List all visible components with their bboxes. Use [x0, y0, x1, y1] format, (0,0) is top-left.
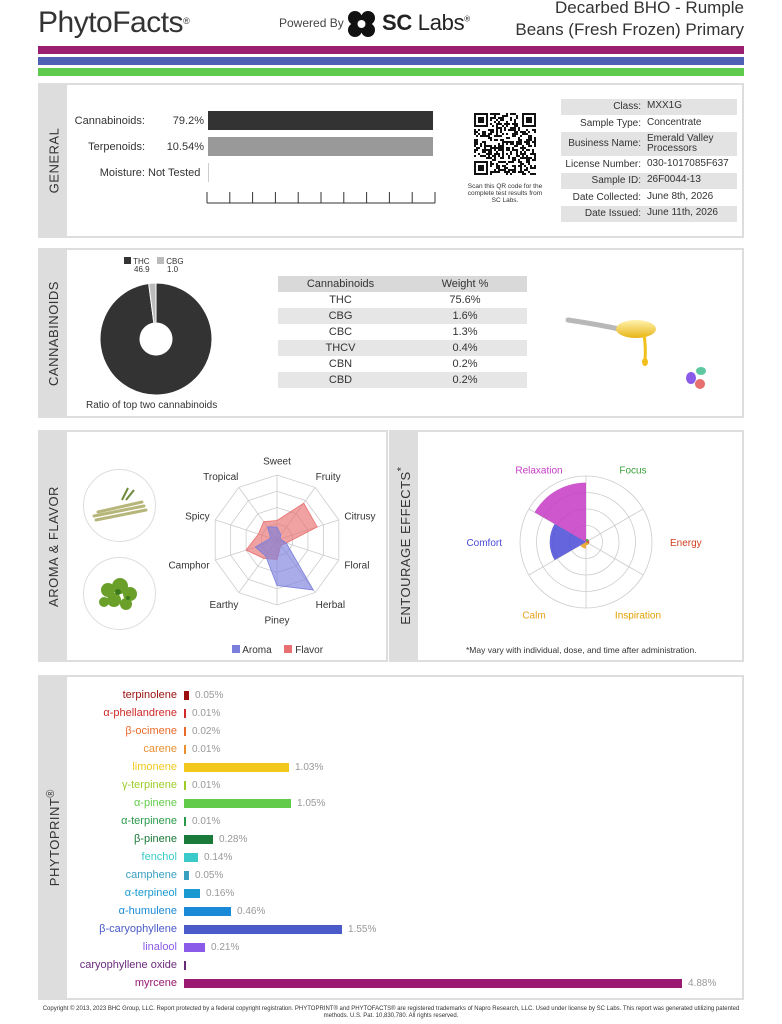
effects-label: Inspiration [614, 610, 662, 622]
brand-mark: ® [183, 16, 190, 26]
sc-labs-logo-icon [344, 8, 378, 40]
table-cell: CBN [328, 358, 353, 370]
stripe-3 [38, 68, 744, 76]
terpene-bar [184, 817, 186, 826]
general-row-bar [208, 163, 209, 182]
detail-value: 030-1017085F637 [647, 157, 729, 169]
brand-name: PhytoFacts [38, 6, 184, 39]
legend-aroma-swatch [232, 645, 240, 653]
table-cell: 0.4% [452, 342, 478, 354]
terpene-name: camphene [125, 869, 177, 881]
terpene-value: 0.28% [219, 834, 248, 845]
terpene-bar [184, 745, 186, 754]
terpene-bar [184, 979, 682, 988]
legend-flavor-swatch [284, 645, 292, 653]
aroma-section-label: AROMA & FLAVOR [46, 485, 61, 607]
terpene-name: terpinolene [122, 689, 177, 701]
legend-flavor-label: Flavor [295, 645, 324, 656]
terpene-bar [184, 835, 213, 844]
general-row-label: Moisture: [99, 167, 145, 179]
terpene-name: γ-terpinene [121, 779, 177, 791]
table-header-cell: Cannabinoids [306, 278, 375, 290]
terpene-value: 0.02% [192, 726, 221, 737]
general-section-label: GENERAL [46, 127, 62, 194]
general-row-value: 10.54% [166, 141, 204, 153]
legend-thc-label: THC [133, 257, 150, 266]
table-cell: 1.3% [452, 326, 478, 338]
terpene-value: 1.05% [297, 798, 326, 809]
detail-row [561, 206, 737, 222]
hops-image [82, 556, 157, 631]
terpene-bar [184, 961, 186, 970]
general-row-value: Not Tested [148, 167, 201, 179]
terpene-bar [184, 709, 186, 718]
footer-copyright: Copyright © 2013, 2023 BHC Group, LLC. Report protected by a federal copyright registration. PHYTOPRINT® and PHYTOFACTS® are registered trademarks of Napro Research, LLC. Used under license by SC Labs. This report was generated utilizing patented methods. U.S. Pat. 10,830,780. All rights reserved. [42, 1006, 740, 1019]
detail-value: Concentrate [647, 116, 702, 128]
terpene-name: caryophyllene oxide [79, 959, 177, 971]
legend-cbg [157, 257, 187, 274]
legend-cbg-swatch [157, 257, 164, 264]
terpene-value: 0.05% [195, 870, 224, 881]
terpene-name: α-phellandrene [103, 707, 177, 719]
stripe-2 [38, 57, 744, 65]
detail-value: June 11th, 2026 [647, 207, 718, 218]
detail-row [561, 190, 737, 206]
table-header-cell: Weight % [441, 278, 489, 290]
general-row-label: Cannabinoids: [74, 115, 145, 127]
effects-label: Energy [670, 538, 702, 549]
terpene-name: limonene [132, 761, 177, 773]
terpene-name: β-ocimene [125, 725, 177, 737]
detail-row [561, 157, 737, 173]
cannabinoid-table [278, 276, 527, 388]
terpene-name: myrcene [134, 977, 177, 989]
terpene-name: α-pinene [133, 797, 177, 809]
legend-thc-value: 46.9 [134, 265, 150, 274]
terpene-bar [184, 727, 186, 736]
table-cell: CBD [328, 374, 353, 386]
table-cell: CBC [328, 326, 353, 338]
aroma-flavor-radar-chart [160, 452, 390, 632]
table-header [278, 276, 527, 292]
detail-row [561, 99, 737, 115]
cannabinoids-section-label: CANNABINOIDS [46, 280, 61, 386]
concentrate-dab-tool-image [566, 300, 662, 370]
terpene-name: β-pinene [133, 833, 177, 845]
detail-row [561, 116, 737, 132]
terpene-name: fenchol [141, 851, 177, 863]
detail-key: Class: [613, 101, 641, 112]
general-row-label: Terpenoids: [88, 141, 145, 153]
terpene-bar [184, 943, 205, 952]
terpene-bar [184, 889, 200, 898]
effects-section-label: ENTOURAGE EFFECTS [398, 471, 414, 626]
cannabinoids-side-label [40, 250, 67, 416]
terpene-name: linalool [142, 941, 177, 953]
table-cell: 0.2% [452, 358, 478, 370]
radar-axis-label: Tropical [203, 471, 239, 483]
qr-code-icon[interactable] [474, 113, 536, 175]
qr-caption: Scan this QR code for the complete test results from SC Labs. [467, 183, 543, 204]
effects-label: Focus [619, 465, 647, 477]
legend-cbg-label: CBG [166, 257, 184, 266]
general-axis [205, 192, 437, 206]
color-dots-icon [684, 365, 710, 391]
effects-note: *May vary with individual, dose, and time after administration. [466, 645, 697, 655]
detail-key: Sample ID: [591, 175, 641, 186]
aroma-side-label [40, 432, 67, 660]
terpene-bar [184, 799, 291, 808]
donut-caption: Ratio of top two cannabinoids [86, 400, 218, 411]
general-side-label [40, 85, 67, 236]
entourage-effects-chart [466, 460, 702, 622]
terpene-name: α-humulene [118, 905, 177, 917]
radar-axis-label: Herbal [315, 600, 346, 612]
legend-thc [124, 257, 154, 274]
detail-key: Date Issued: [584, 208, 641, 219]
radar-axis-label: Sweet [263, 456, 291, 468]
table-row [278, 292, 527, 308]
aroma-legend [232, 645, 323, 656]
powered-by-label: Powered By [279, 16, 344, 30]
terpene-name: α-terpineol [124, 887, 177, 899]
table-row [278, 356, 527, 372]
table-row [278, 308, 527, 324]
terpene-value: 0.21% [211, 942, 240, 953]
detail-row [561, 173, 737, 189]
terpene-bar [184, 763, 289, 772]
table-row [278, 324, 527, 340]
legend-thc-swatch [124, 257, 131, 264]
detail-row [561, 132, 737, 156]
general-row-bar [208, 137, 433, 156]
terpene-value: 0.14% [204, 852, 233, 863]
legend-cbg-value: 1.0 [167, 265, 179, 274]
terpene-value: 1.03% [295, 762, 324, 773]
phytoprint-section-mark: ® [44, 788, 57, 798]
radar-axis-label: Piney [264, 615, 290, 627]
radar-axis-label: Earthy [209, 600, 239, 612]
table-cell: CBG [328, 310, 353, 322]
detail-key: Sample Type: [580, 117, 641, 129]
radar-axis-label: Floral [344, 560, 370, 572]
terpene-value: 1.55% [348, 924, 377, 935]
terpene-value: 0.01% [192, 744, 221, 755]
effects-section-mark: * [395, 466, 408, 472]
terpene-name: β-caryophyllene [99, 923, 177, 935]
table-cell: 75.6% [449, 294, 481, 306]
product-title: Decarbed BHO - Rumple Beans (Fresh Frozen) Primary [515, 0, 744, 39]
lab-mark: ® [464, 14, 470, 24]
effects-label: Calm [522, 610, 546, 622]
terpene-bar [184, 907, 231, 916]
detail-value: Emerald Valley Processors [647, 133, 714, 154]
lab-name-bold: SC [382, 10, 412, 35]
brand-logo [38, 6, 189, 40]
terpene-value: 0.01% [192, 708, 221, 719]
stripe-1 [38, 46, 744, 54]
detail-key: Business Name: [568, 138, 641, 149]
terpene-bar [184, 781, 186, 790]
effects-label: Comfort [466, 538, 502, 549]
terpene-value: 4.88% [688, 978, 717, 989]
effects-spoke [586, 542, 643, 575]
table-cell: THC [329, 294, 352, 306]
terpene-value: 0.01% [192, 816, 221, 827]
lemongrass-image [82, 468, 157, 543]
radar-axis-label: Citrusy [344, 511, 376, 523]
terpene-bar [184, 691, 189, 700]
detail-value: 26F0044-13 [647, 174, 701, 185]
table-cell: 1.6% [452, 310, 478, 322]
table-row [278, 372, 527, 388]
table-cell: THCV [325, 342, 356, 354]
table-row [278, 340, 527, 356]
detail-key: Date Collected: [572, 191, 641, 203]
general-row-bar [208, 111, 433, 130]
radar-axis-label: Camphor [168, 560, 210, 572]
terpene-name: α-terpinene [121, 815, 177, 827]
terpene-value: 0.01% [192, 780, 221, 791]
lab-name-rest: Labs [411, 10, 465, 35]
legend-aroma-label: Aroma [242, 645, 272, 656]
detail-value: MXX1G [647, 100, 683, 111]
effects-label: Relaxation [515, 465, 563, 477]
terpene-bar [184, 853, 198, 862]
terpene-value: 0.46% [237, 906, 266, 917]
terpene-name: carene [143, 743, 177, 755]
general-row-value: 79.2% [172, 115, 204, 127]
terpene-value: 0.16% [206, 888, 235, 899]
cannabinoid-donut-chart [98, 281, 214, 397]
phytoprint-section-label: PHYTOPRINT [47, 797, 63, 887]
terpene-value: 0.05% [195, 690, 224, 701]
radar-axis-label: Spicy [185, 511, 210, 523]
terpene-bar [184, 871, 189, 880]
table-cell: 0.2% [452, 374, 478, 386]
effects-side-label [391, 432, 418, 660]
lab-name [382, 10, 470, 36]
radar-axis-label: Fruity [315, 471, 341, 483]
detail-key: License Number: [565, 158, 641, 170]
effects-spoke [586, 509, 643, 542]
detail-value: June 8th, 2026 [647, 190, 714, 202]
terpene-bar [184, 925, 342, 934]
